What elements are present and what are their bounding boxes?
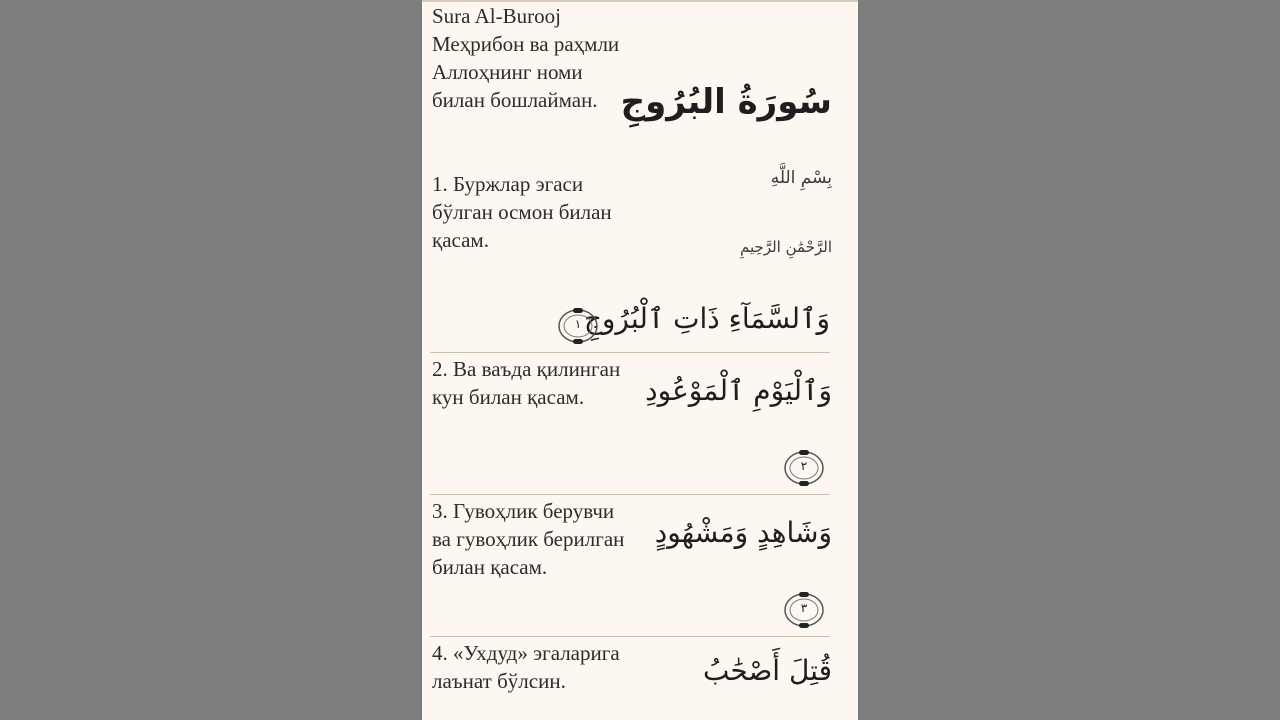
verse-4-translation: 4. «Ухдуд» эгаларига лаънат бўлсин. bbox=[432, 641, 620, 693]
divider bbox=[430, 352, 830, 353]
verse-3-arabic: وَشَاهِدٍ وَمَشْهُودٍ bbox=[654, 516, 832, 549]
verse-2-arabic: وَٱلْيَوْمِ ٱلْمَوْعُودِ bbox=[645, 374, 832, 407]
verse-number: ٣ bbox=[800, 601, 808, 615]
verse-number: ١ bbox=[574, 317, 582, 331]
basmala-arabic-2: الرَّحْمَٰنِ الرَّحِيمِ bbox=[740, 238, 832, 256]
sura-title-arabic: سُورَةُ البُرُوجِ bbox=[620, 82, 832, 122]
verse-1-arabic: وَٱلسَّمَآءِ ذَاتِ ٱلْبُرُوجِ bbox=[583, 302, 830, 335]
verse-number-marker bbox=[783, 588, 825, 632]
basmala-translation: Меҳрибон ва раҳмли Аллоҳнинг номи билан бошлайман. bbox=[432, 32, 620, 112]
divider bbox=[430, 636, 830, 637]
verse-3-translation: 3. Гувоҳлик берувчи ва гувоҳлик берилган билан қасам. bbox=[432, 499, 625, 579]
sura-title-latin: Sura Al-Burooj bbox=[432, 4, 561, 28]
verse-1-translation: 1. Буржлар эгаси бўлган осмон билан қасам. bbox=[432, 172, 612, 252]
verse-number-marker bbox=[783, 446, 825, 490]
verse-number-marker bbox=[557, 304, 599, 348]
verse-2-translation: 2. Ва ваъда қилинган кун билан қасам. bbox=[432, 357, 621, 409]
sura-page[interactable] bbox=[422, 0, 858, 720]
verse-4-arabic: قُتِلَ أَصْحَٰبُ bbox=[702, 654, 832, 687]
divider bbox=[430, 494, 830, 495]
basmala-arabic-1: بِسْمِ اللَّهِ bbox=[770, 168, 832, 188]
verse-number: ٢ bbox=[800, 459, 808, 473]
